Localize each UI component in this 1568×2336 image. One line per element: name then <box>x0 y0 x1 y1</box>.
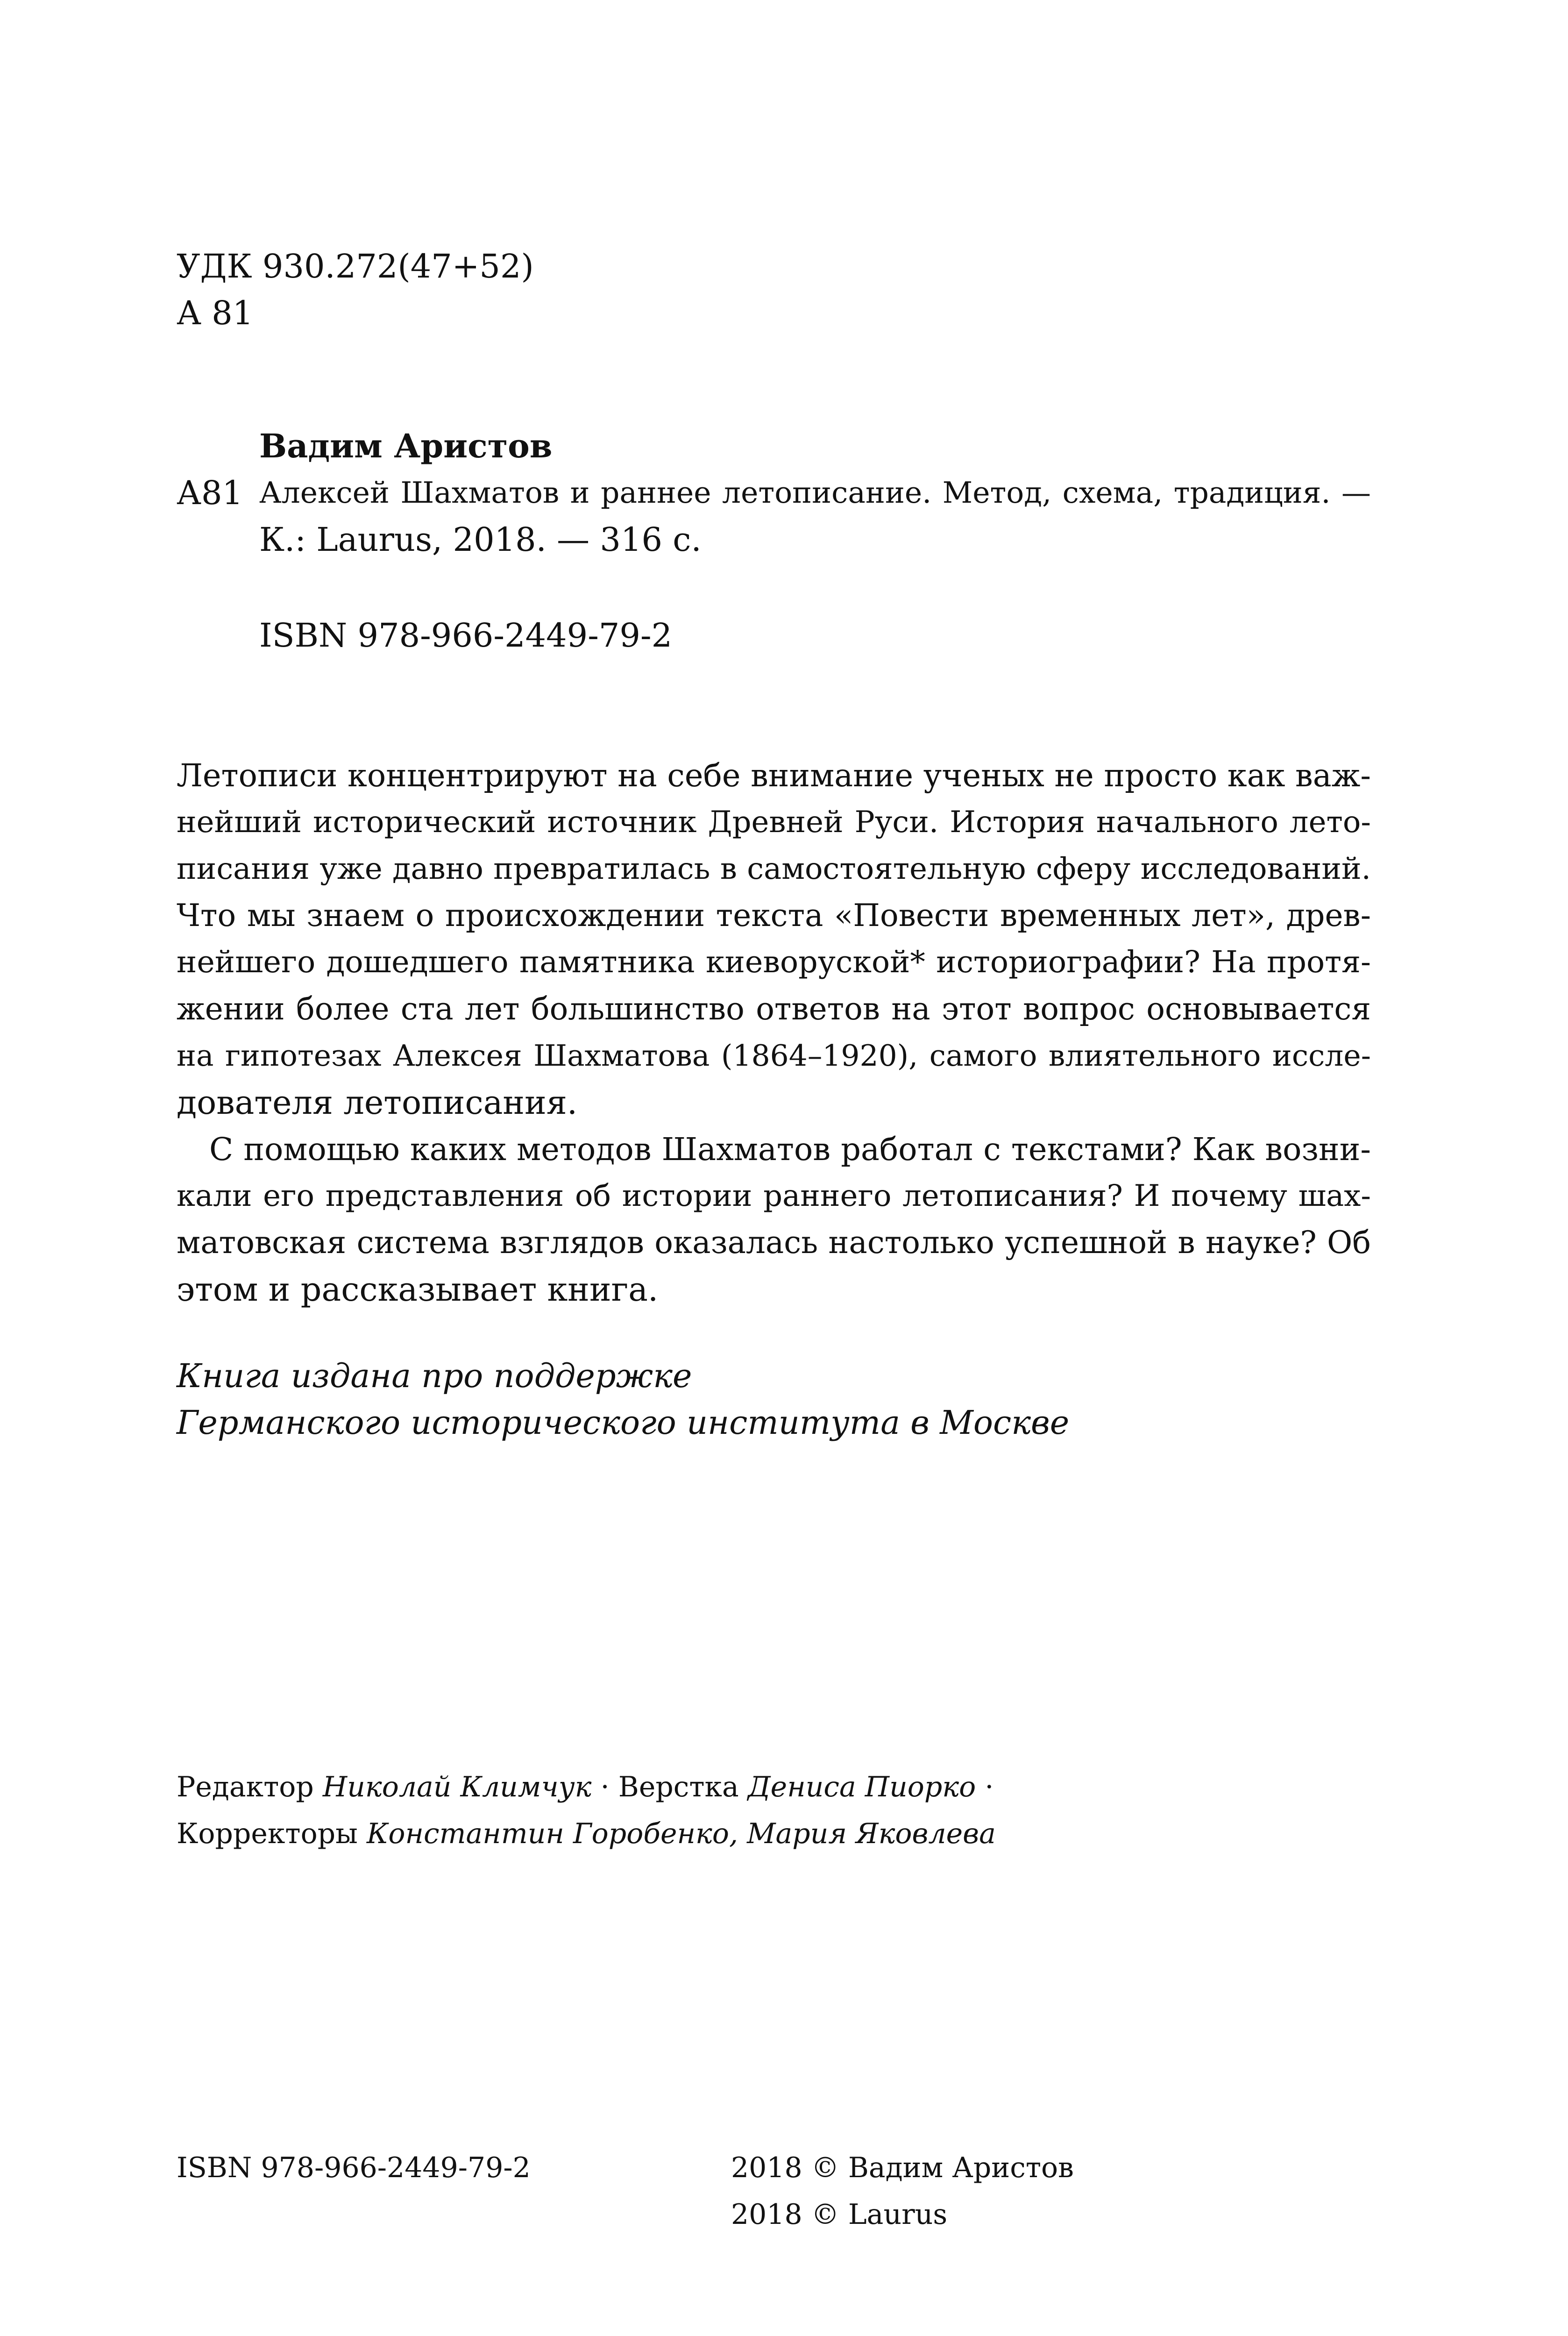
abstract-line: кали его представления об истории раннего летописания? И почему шах- <box>177 1179 1371 1213</box>
separator-dot: · <box>600 1771 610 1803</box>
support-line: Германского исторического института в Москве <box>177 1403 1070 1442</box>
editor-name: Николай Климчук <box>322 1771 592 1803</box>
abstract-line: Что мы знаем о происхождении текста «Повести временных лет», древ- <box>177 897 1371 933</box>
credits-line-1 <box>177 1764 996 1810</box>
copyright-author: 2018 © Вадим Аристов <box>731 2151 1074 2184</box>
abstract-line: дователя летописания. <box>177 1083 578 1122</box>
catalog-mark: А81 <box>177 474 243 512</box>
catalog-line: К.: Laurus, 2018. — 316 с. <box>259 520 702 559</box>
separator-dot: · <box>985 1771 994 1803</box>
abstract-line: писания уже давно превратилась в самостоятельную сферу исследований. <box>177 852 1371 886</box>
proof-names: Константин Горобенко, Мария Яковлева <box>366 1817 996 1850</box>
abstract-line: матовская система взглядов оказалась настолько успешной в науке? Об <box>177 1225 1371 1261</box>
copyright-block <box>731 2144 1074 2238</box>
credits <box>177 1764 996 1857</box>
isbn-top: ISBN 978-966-2449-79-2 <box>259 616 673 655</box>
abstract-line: жении более ста лет большинство ответов на этот вопрос основывается <box>177 991 1371 1027</box>
abstract-line: этом и рассказывает книга. <box>177 1270 659 1309</box>
catalog-entry <box>259 470 1371 563</box>
support-line: Книга издана про поддержке <box>177 1357 692 1395</box>
layout-name: Дениса Пиорко <box>747 1771 976 1803</box>
catalog-line: Алексей Шахматов и раннее летописание. Метод, схема, традиция. — <box>259 476 1371 510</box>
udk-code: УДК 930.272(47+52) <box>177 247 534 285</box>
bbk-code: А 81 <box>177 294 254 332</box>
footer-isbn: ISBN 978-966-2449-79-2 <box>177 2151 531 2184</box>
classification-block <box>177 243 534 336</box>
abstract-line: С помощью каких методов Шахматов работал с текстами? Как возни- <box>209 1131 1371 1168</box>
abstract-line: нейшего дошедшего памятника киеворуской* историографии? На протя- <box>177 945 1371 980</box>
layout-role: Верстка <box>618 1771 739 1803</box>
copyright-publisher: 2018 © Laurus <box>731 2198 948 2231</box>
abstract-paragraph-1 <box>177 752 1371 1126</box>
abstract-paragraph-2 <box>177 1126 1371 1313</box>
proof-role: Корректоры <box>177 1817 358 1850</box>
abstract-line: на гипотезах Алексея Шахматова (1864–1920), самого влиятельного иссле- <box>177 1039 1371 1073</box>
abstract-line: Летописи концентрируют на себе внимание ученых не просто как важ- <box>177 757 1371 794</box>
abstract-line: нейший исторический источник Древней Руси. История начального лето- <box>177 805 1371 840</box>
support-note <box>177 1353 1069 1446</box>
editor-role: Редактор <box>177 1771 314 1803</box>
author-name: Вадим Аристов <box>259 427 553 465</box>
credits-line-2 <box>177 1810 996 1857</box>
